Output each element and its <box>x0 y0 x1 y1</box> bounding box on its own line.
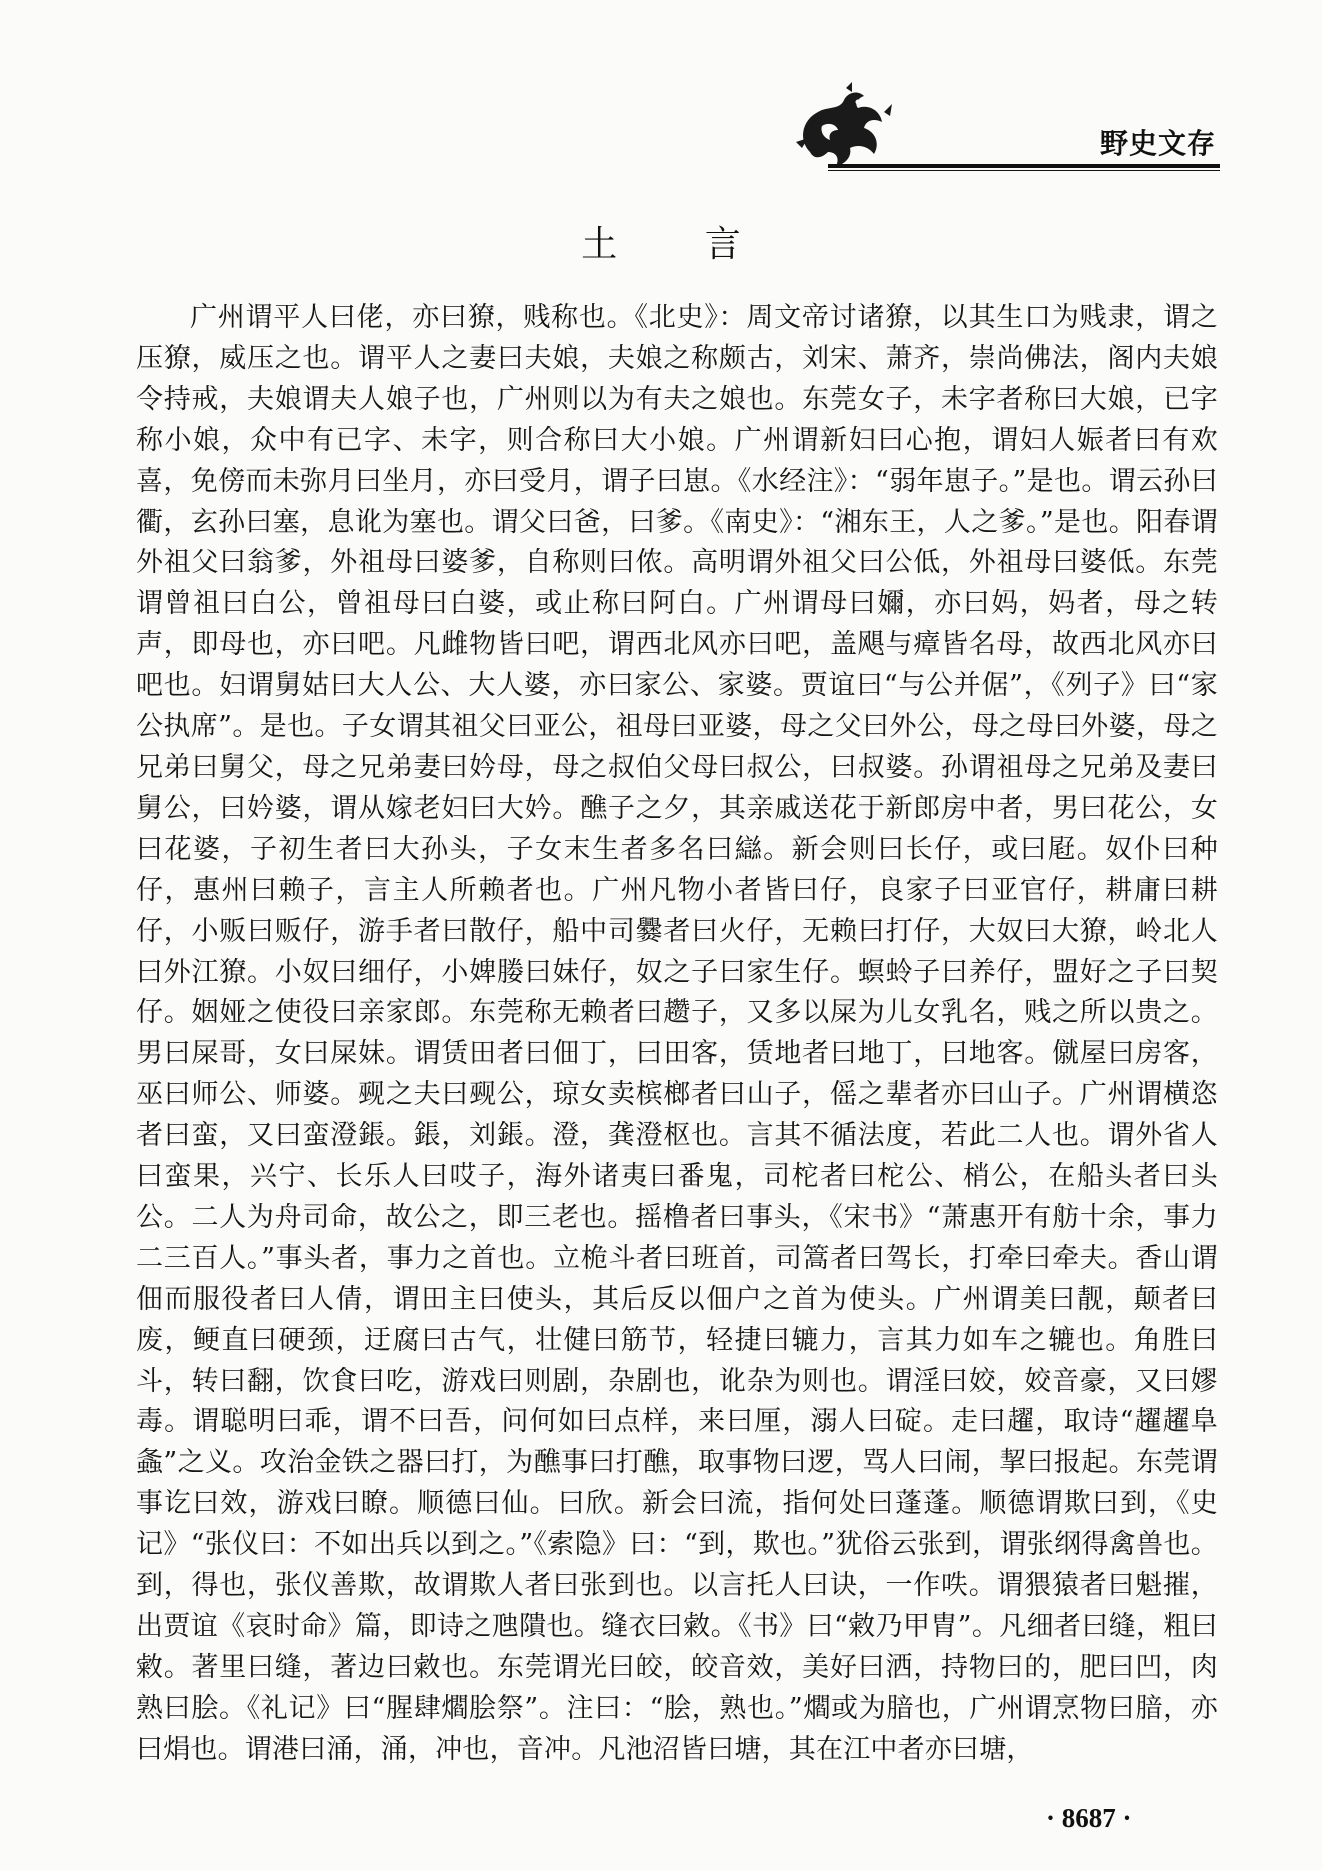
series-title: 野史文存 <box>1099 127 1216 160</box>
header-rule <box>828 164 1220 168</box>
dragon-emblem-icon <box>788 82 898 170</box>
header-rule-thin <box>828 170 1220 171</box>
article-body: 广州谓平人曰佬，亦曰獠，贱称也。《北史》：周文帝讨诸獠，以其生口为贱隶，谓之压獠，威压之也。谓平人之妻曰夫娘，夫娘之称颇古，刘宋、萧齐，崇尚佛法，阁内夫娘令持戒，夫娘谓夫人娘子也，广州则以为有夫之娘也。东莞女子，未字者称曰大娘，已字称小娘，众中有已字、未字，则合称曰大小娘。广州谓新妇曰心抱，谓妇人娠者曰有欢喜，免傍而未弥月曰坐月，亦曰受月，谓子曰崽。《水经注》：“弱年崽子。”是也。谓云孙曰衢，玄孙曰塞，息讹为塞也。谓父曰爸，曰爹。《南史》：“湘东王，人之爹。”是也。阳春谓外祖父曰翁爹，外祖母曰婆爹，自称则曰侬。高明谓外祖父曰公低，外祖母曰婆低。东莞谓曾祖曰白公，曾祖母曰白婆，或止称曰阿白。广州谓母曰嬭，亦曰妈，妈者，母之转声，即母也，亦曰吧。凡雌物皆曰吧，谓西北风亦曰吧，盖飓与瘴皆名母，故西北风亦曰吧也。妇谓舅姑曰大人公、大人婆，亦曰家公、家婆。贾谊曰“与公并倨”，《列子》曰“家公执席”。是也。子女谓其祖父曰亚公，祖母曰亚婆，母之父曰外公，母之母曰外婆，母之兄弟曰舅父，母之兄弟妻曰妗母，母之叔伯父母曰叔公，曰叔婆。孙谓祖母之兄弟及妻曰舅公，曰妗婆，谓从嫁老妇曰大妗。醮子之夕，其亲戚送花于新郎房中者，男曰花公，女曰花婆，子初生者曰大孙头，子女末生者多名曰䜌。新会则曰长仔，或曰屘。奴仆曰种仔，惠州曰赖子，言主人所赖者也。广州凡物小者皆曰仔，良家子曰亚官仔，耕庸曰耕仔，小贩曰贩仔，游手者曰散仔，船中司爨者曰火仔，无赖曰打仔，大奴曰大獠，岭北人曰外江獠。小奴曰细仔，小婢媵曰妹仔，奴之子曰家生仔。螟蛉子曰养仔，盟好之子曰契仔。姻娅之使役曰亲家郎。东莞称无赖者曰趱子，又多以屎为儿女乳名，贱之所以贵之。男曰屎哥，女曰屎妹。谓赁田者曰佃丁，曰田客，赁地者曰地丁，曰地客。僦屋曰房客，巫曰师公、师婆。觋之夫曰觋公，琼女卖槟榔者曰山子，傜之辈者亦曰山子。广州谓横恣者曰蛮，又曰蛮澄鋹。鋹，刘鋹。澄，龚澄枢也。言其不循法度，若此二人也。谓外省人曰蛮果，兴宁、长乐人曰哎子，海外诸夷曰番鬼，司柁者曰柁公、梢公，在船头者曰头公。二人为舟司命，故公之，即三老也。摇橹者曰事头，《宋书》“萧惠开有舫十余，事力二三百人。”事头者，事力之首也。立桅斗者曰班首，司篙者曰驾长，打牵曰牵夫。香山谓佃而服役者曰人倩，谓田主曰使头，其后反以佃户之首为使头。广州谓美曰靓，颠者曰废，鲠直曰硬颈，迂腐曰古气，壮健曰筋节，轻捷曰辘力，言其力如车之辘也。角胜曰斗，转曰翻，饮食曰吃，游戏曰则剧，杂剧也，讹杂为则也。谓淫曰姣，姣音豪，又曰嫪毒。谓聪明曰乖，谓不曰吾，问何如曰点样，来曰厘，溺人曰碇。走曰趯，取诗“趯趯阜螽”之义。攻治金铁之器曰打，为醮事曰打醮，取事物曰逻，骂人曰闹，挈曰报起。东莞谓事讫曰效，游戏曰瞭。顺德曰仙。曰欣。新会曰流，指何处曰蓬蓬。顺德谓欺曰到，《史记》“张仪曰：不如出兵以到之。”《索隐》曰：“到，欺也。”犹俗云张到，谓张纲得禽兽也。到，得也，张仪善欺，故谓欺人者曰张到也。以言托人曰诀，一作呹。谓猥猿者曰魁摧，出贾谊《哀时命》篇，即诗之虺隤也。缝衣曰敹。《书》曰“敹乃甲胄”。凡细者曰缝，粗曰敹。著里曰缝，著边曰敹也。东莞谓光曰皎，皎音效，美好曰洒，持物曰的，肥曰凹，肉熟曰脍。《礼记》曰“腥肆爓脍祭”。注曰：“脍，熟也。”爓或为腤也，广州谓烹物曰腤，亦曰焆也。谓港曰涌，涌，冲也，音冲。凡池沼皆曰塘，其在江中者亦曰塘， <box>136 302 1218 1765</box>
running-header <box>788 82 1220 172</box>
page-number: · 8687 · <box>1046 1803 1132 1833</box>
article-title: 土 言 <box>581 224 779 265</box>
